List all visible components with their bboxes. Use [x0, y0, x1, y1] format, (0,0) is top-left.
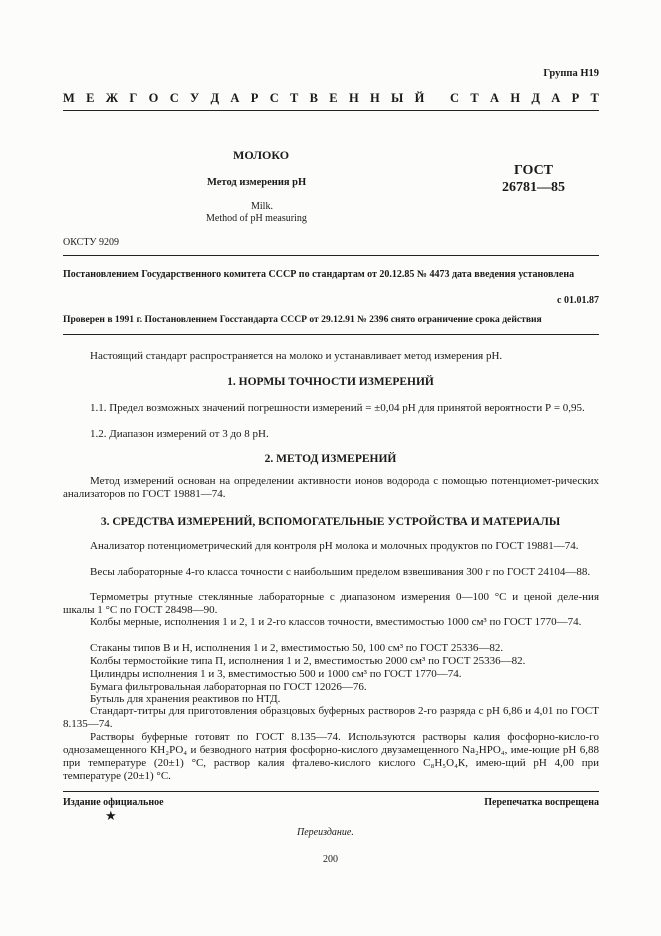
- english-title-2: Method of pH measuring: [206, 213, 307, 224]
- section-1-p2: 1.2. Диапазон измерений от 3 до 8 рН.: [90, 428, 269, 440]
- heading-letter: Д: [531, 91, 540, 105]
- heading-letter: Р: [250, 91, 259, 105]
- s3-item-10: Стандарт-титры для приготовления образцовых буферных растворов 2-го разряда с рН 6,86 и 4,01 по ГОСТ 8.135—74.: [63, 705, 599, 730]
- intro-paragraph: Настоящий стандарт распространяется на молоко и устанавливает метод измерения рН.: [90, 350, 503, 362]
- heading-letter: Т: [470, 91, 479, 105]
- document-title: МОЛОКО: [233, 148, 290, 162]
- footer-rule: [63, 791, 599, 792]
- gost-label: ГОСТ: [513, 163, 554, 178]
- s3-item-1: Анализатор потенциометрический для контроля рН молока и молочных продуктов по ГОСТ 19881—74.: [90, 540, 579, 552]
- s3-item-5: Стаканы типов В и Н, исполнения 1 и 2, вместимостью 50, 100 см³ по ГОСТ 25336—82.: [90, 642, 504, 654]
- heading-letter: Е: [86, 91, 95, 105]
- s3-item-4: Колбы мерные, исполнения 1 и 2, 1 и 2-го классов точности, вместимостью 1000 см³ по ГОСТ 1770—74.: [90, 616, 582, 628]
- english-title-1: Milk.: [251, 201, 273, 212]
- group-code: Группа Н19: [543, 68, 599, 79]
- section-1-p1: 1.1. Предел возможных значений погрешности измерений = ±0,04 рН для принятой вероятности Р = 0,95.: [90, 402, 585, 414]
- s3-item-9: Бутыль для хранения реактивов по НТД.: [90, 693, 281, 705]
- s3-item-2: Весы лабораторные 4-го класса точности с наибольшим пределом взвешивания 300 г по ГОСТ 24104—88.: [90, 566, 591, 578]
- s3-item-8: Бумага фильтровальная лабораторная по ГОСТ 12026—76.: [90, 681, 367, 693]
- heading-letter: С: [269, 91, 279, 105]
- section-1-heading: 1. НОРМЫ ТОЧНОСТИ ИЗМЕРЕНИЙ: [227, 376, 434, 388]
- heading-letter: А: [230, 91, 240, 105]
- page-number: 200: [323, 854, 338, 865]
- reprint-prohibited: Перепечатка воспрещена: [484, 797, 599, 808]
- heading-letter: С: [450, 91, 460, 105]
- document-subtitle: Метод измерения рН: [207, 177, 307, 188]
- heading-letter: М: [63, 91, 75, 105]
- s3-item-11: Растворы буферные готовят по ГОСТ 8.135—74. Используются растворы калия фосфорно-кисло-го однозамещенного КН₂РО₄ и безводного натрия фосфорно-кислого двузамещенного Na₂HPO₄, име-ющие рН 6,88 при температуре (20±1) °С, раствор калия фталево-кислого кислого С₈Н₅О₄К, имею-щий рН 4,00 при температуре (20±1) °С.: [63, 731, 599, 782]
- decree-text: Постановлением Государственного комитета СССР по стандартам от 20.12.85 № 4473 дата введения установлена: [63, 269, 575, 280]
- standard-type-heading: [63, 91, 599, 106]
- okstu-code: ОКСТУ 9209: [63, 237, 120, 248]
- decree-rule: [63, 334, 599, 335]
- heading-letter: У: [190, 91, 200, 105]
- okstu-rule: [63, 255, 599, 256]
- heading-letter: Г: [129, 91, 138, 105]
- official-edition: Издание официальное: [63, 797, 164, 808]
- heading-letter: А: [551, 91, 561, 105]
- effective-date: с 01.01.87: [557, 295, 599, 306]
- heading-letter: Н: [510, 91, 521, 105]
- header-rule: [63, 110, 599, 111]
- heading-letter: О: [148, 91, 159, 105]
- section-3-heading: 3. СРЕДСТВА ИЗМЕРЕНИЙ, ВСПОМОГАТЕЛЬНЫЕ УСТРОЙСТВА И МАТЕРИАЛЫ: [100, 516, 561, 528]
- section-2-p1: Метод измерений основан на определении активности ионов водорода с помощью потенциомет-рических анализаторов по ГОСТ 19881—74.: [63, 475, 599, 500]
- heading-letter: Е: [329, 91, 338, 105]
- heading-letter: Ж: [105, 91, 119, 105]
- heading-letter: В: [309, 91, 318, 105]
- heading-letter: Р: [571, 91, 580, 105]
- gost-number: [502, 162, 565, 196]
- section-2-heading: 2. МЕТОД ИЗМЕРЕНИЙ: [264, 453, 397, 465]
- heading-letter: Н: [369, 91, 380, 105]
- heading-letter: С: [169, 91, 179, 105]
- heading-letter: Т: [590, 91, 599, 105]
- heading-letter: Й: [414, 91, 425, 105]
- heading-letter: Д: [210, 91, 220, 105]
- heading-letter: Ы: [391, 91, 404, 105]
- star-icon: ★: [105, 808, 117, 823]
- heading-letter: Т: [290, 91, 299, 105]
- reissue-note: Переиздание.: [297, 827, 354, 838]
- checked-note: Проверен в 1991 г. Постановлением Госстандарта СССР от 29.12.91 № 2396 снято ограничение срока действия: [63, 314, 542, 325]
- s3-item-3: Термометры ртутные стеклянные лабораторные с диапазоном измерения 0—100 °С и ценой деле-ния шкалы 1 °С по ГОСТ 28498—90.: [63, 591, 599, 616]
- gost-code: 26781—85: [502, 180, 565, 195]
- heading-letter: [436, 91, 439, 106]
- s3-item-7: Цилиндры исполнения 1 и 3, вместимостью 500 и 1000 см³ по ГОСТ 1770—74.: [90, 668, 462, 680]
- heading-letter: Н: [348, 91, 359, 105]
- s3-item-6: Колбы термостойкие типа П, исполнения 1 и 2, вместимостью 2000 см³ по ГОСТ 25336—82.: [90, 655, 526, 667]
- heading-letter: А: [490, 91, 500, 105]
